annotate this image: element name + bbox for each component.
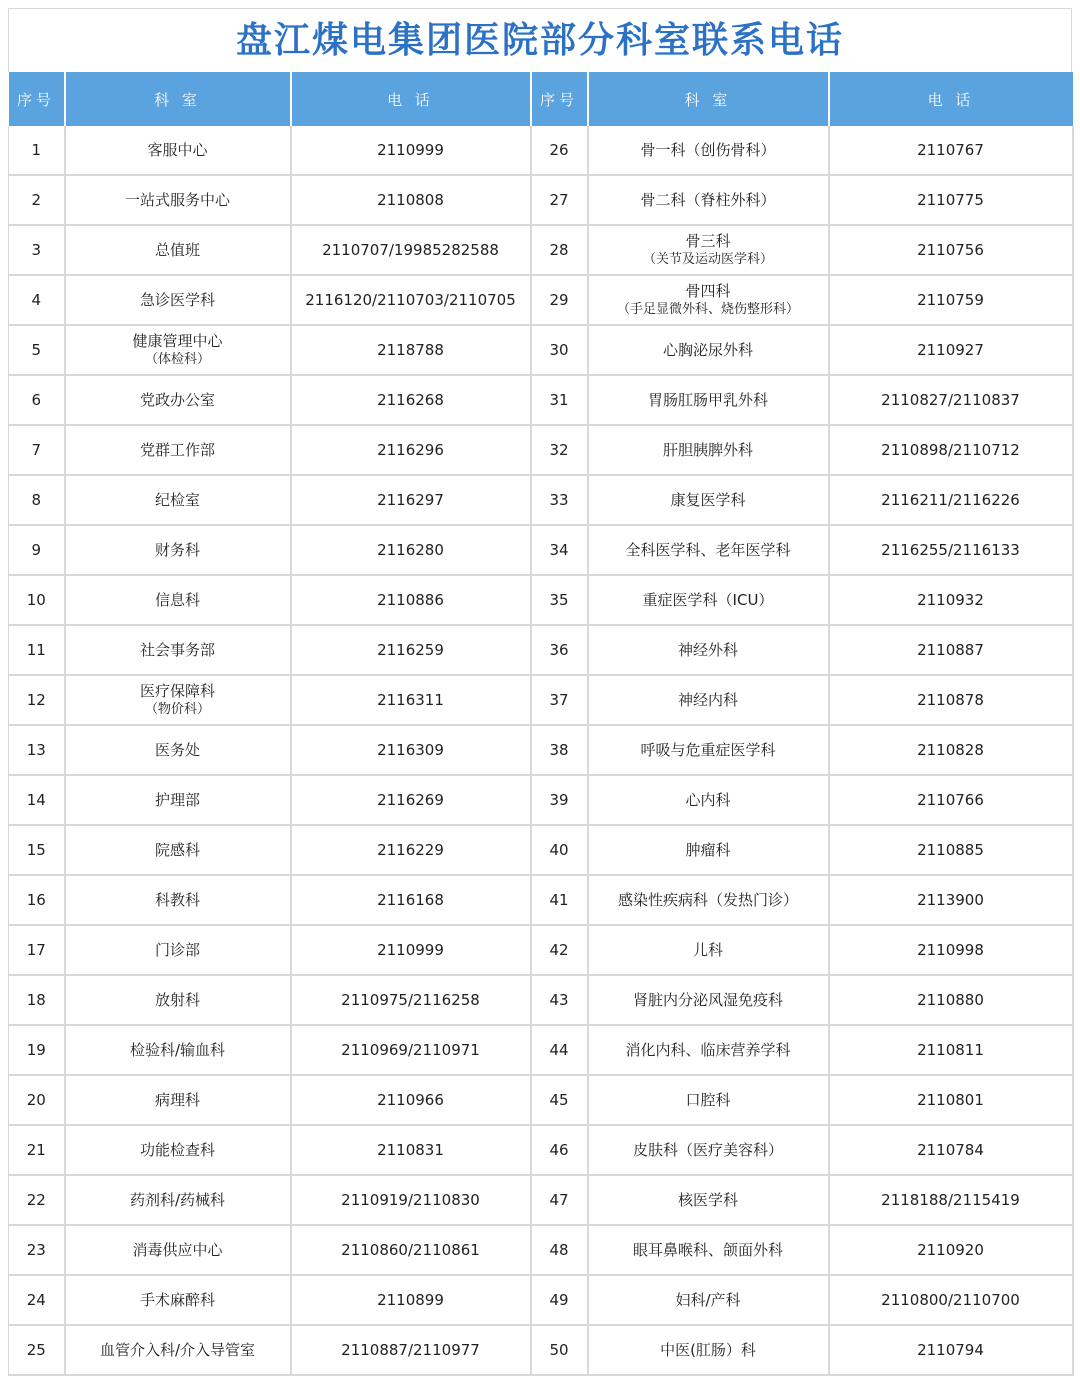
dept-right-cell: [588, 275, 829, 325]
dept-right-cell: 消化内科、临床营养学科: [588, 1025, 829, 1075]
phone-right-cell: 2110887: [829, 625, 1073, 675]
table-row: [9, 1225, 1073, 1275]
dept-right-cell: 核医学科: [588, 1175, 829, 1225]
phone-left-cell: 2110860/2110861: [291, 1225, 531, 1275]
phone-left-cell: 2116259: [291, 625, 531, 675]
seq-left-cell: 8: [9, 475, 65, 525]
seq-left-cell: 22: [9, 1175, 65, 1225]
table-row: [9, 575, 1073, 625]
seq-left-cell: 23: [9, 1225, 65, 1275]
seq-right-cell: 32: [531, 425, 588, 475]
dept-subtitle: （手足显微外科、烧伤整形科）: [616, 301, 799, 317]
seq-right-cell: 28: [531, 225, 588, 275]
phone-left-cell: 2110975/2116258: [291, 975, 531, 1025]
seq-left-cell: 6: [9, 375, 65, 425]
phone-left-cell: 2110831: [291, 1125, 531, 1175]
header-phone-left: 电 话: [291, 72, 531, 126]
dept-name: 医疗保障科: [139, 681, 215, 700]
dept-left-cell: [65, 325, 291, 375]
table-row: [9, 1275, 1073, 1325]
phone-left-cell: 2110899: [291, 1275, 531, 1325]
phone-left-cell: 2116309: [291, 725, 531, 775]
table-header-row: [9, 72, 1073, 126]
header-dept-right: 科 室: [588, 72, 829, 126]
dept-right-cell: 妇科/产科: [588, 1275, 829, 1325]
seq-left-cell: 1: [9, 126, 65, 175]
seq-right-cell: 42: [531, 925, 588, 975]
table-row: [9, 1075, 1073, 1125]
phone-right-cell: 2116255/2116133: [829, 525, 1073, 575]
seq-right-cell: 36: [531, 625, 588, 675]
phone-left-cell: 2110886: [291, 575, 531, 625]
phone-left-cell: 2110999: [291, 126, 531, 175]
phone-left-cell: 2116268: [291, 375, 531, 425]
dept-name: 健康管理中心: [132, 331, 223, 350]
phone-right-cell: 2110801: [829, 1075, 1073, 1125]
seq-left-cell: 19: [9, 1025, 65, 1075]
dept-right-cell: 儿科: [588, 925, 829, 975]
seq-left-cell: 11: [9, 625, 65, 675]
header-seq-right: 序号: [531, 72, 588, 126]
dept-left-cell: 功能检查科: [65, 1125, 291, 1175]
seq-right-cell: 43: [531, 975, 588, 1025]
seq-left-cell: 24: [9, 1275, 65, 1325]
dept-right-cell: 心胸泌尿外科: [588, 325, 829, 375]
seq-left-cell: 17: [9, 925, 65, 975]
phone-left-cell: 2116280: [291, 525, 531, 575]
phone-left-cell: 2110969/2110971: [291, 1025, 531, 1075]
seq-left-cell: 12: [9, 675, 65, 725]
dept-right-cell: [588, 225, 829, 275]
phone-left-cell: 2110707/19985282588: [291, 225, 531, 275]
seq-left-cell: 13: [9, 725, 65, 775]
contact-table: [8, 72, 1074, 1376]
dept-right-cell: 胃肠肛肠甲乳外科: [588, 375, 829, 425]
seq-right-cell: 27: [531, 175, 588, 225]
phone-right-cell: 2110800/2110700: [829, 1275, 1073, 1325]
dept-subtitle: （物价科）: [144, 701, 210, 717]
seq-right-cell: 48: [531, 1225, 588, 1275]
dept-left-cell: 放射科: [65, 975, 291, 1025]
table-row: [9, 425, 1073, 475]
seq-right-cell: 40: [531, 825, 588, 875]
phone-right-cell: 2110759: [829, 275, 1073, 325]
dept-left-cell: [65, 675, 291, 725]
dept-name: 骨三科: [685, 231, 731, 250]
seq-left-cell: 10: [9, 575, 65, 625]
phone-right-cell: 2110811: [829, 1025, 1073, 1075]
phone-left-cell: 2116297: [291, 475, 531, 525]
dept-right-cell: 全科医学科、老年医学科: [588, 525, 829, 575]
dept-left-cell: 病理科: [65, 1075, 291, 1125]
dept-left-cell: 一站式服务中心: [65, 175, 291, 225]
phone-left-cell: 2116296: [291, 425, 531, 475]
phone-right-cell: 2110880: [829, 975, 1073, 1025]
table-body: [9, 126, 1073, 1375]
phone-right-cell: 2110775: [829, 175, 1073, 225]
dept-left-cell: 检验科/输血科: [65, 1025, 291, 1075]
table-row: [9, 126, 1073, 175]
dept-left-cell: 血管介入科/介入导管室: [65, 1325, 291, 1375]
dept-left-cell: 社会事务部: [65, 625, 291, 675]
seq-right-cell: 34: [531, 525, 588, 575]
seq-right-cell: 30: [531, 325, 588, 375]
dept-right-cell: 呼吸与危重症医学科: [588, 725, 829, 775]
phone-right-cell: 2110878: [829, 675, 1073, 725]
table-row: [9, 1325, 1073, 1375]
phone-left-cell: 2110966: [291, 1075, 531, 1125]
header-dept-left: 科 室: [65, 72, 291, 126]
phone-left-cell: 2110999: [291, 925, 531, 975]
table-row: [9, 1125, 1073, 1175]
phone-right-cell: 2116211/2116226: [829, 475, 1073, 525]
seq-left-cell: 3: [9, 225, 65, 275]
phone-right-cell: 2110756: [829, 225, 1073, 275]
phone-right-cell: 2110998: [829, 925, 1073, 975]
dept-right-cell: 康复医学科: [588, 475, 829, 525]
phone-left-cell: 2116269: [291, 775, 531, 825]
table-row: [9, 625, 1073, 675]
table-row: [9, 325, 1073, 375]
phone-left-cell: 2110919/2110830: [291, 1175, 531, 1225]
dept-right-cell: 肿瘤科: [588, 825, 829, 875]
dept-right-cell: 肝胆胰脾外科: [588, 425, 829, 475]
seq-left-cell: 16: [9, 875, 65, 925]
dept-left-cell: 药剂科/药械科: [65, 1175, 291, 1225]
dept-right-cell: 感染性疾病科（发热门诊）: [588, 875, 829, 925]
seq-left-cell: 7: [9, 425, 65, 475]
dept-right-cell: 心内科: [588, 775, 829, 825]
seq-right-cell: 46: [531, 1125, 588, 1175]
phone-right-cell: 2110827/2110837: [829, 375, 1073, 425]
table-row: [9, 225, 1073, 275]
seq-right-cell: 29: [531, 275, 588, 325]
dept-left-cell: 党政办公室: [65, 375, 291, 425]
seq-left-cell: 14: [9, 775, 65, 825]
dept-name: 骨四科: [685, 281, 731, 300]
seq-left-cell: 2: [9, 175, 65, 225]
phone-left-cell: 2116311: [291, 675, 531, 725]
seq-right-cell: 26: [531, 126, 588, 175]
seq-right-cell: 37: [531, 675, 588, 725]
dept-left-cell: 党群工作部: [65, 425, 291, 475]
seq-left-cell: 21: [9, 1125, 65, 1175]
table-row: [9, 675, 1073, 725]
dept-left-cell: 手术麻醉科: [65, 1275, 291, 1325]
dept-left-cell: 医务处: [65, 725, 291, 775]
dept-left-cell: 消毒供应中心: [65, 1225, 291, 1275]
seq-left-cell: 20: [9, 1075, 65, 1125]
dept-left-cell: 院感科: [65, 825, 291, 875]
phone-right-cell: 2113900: [829, 875, 1073, 925]
table-row: [9, 975, 1073, 1025]
phone-right-cell: 2110794: [829, 1325, 1073, 1375]
dept-right-cell: 肾脏内分泌风湿免疫科: [588, 975, 829, 1025]
table-row: [9, 875, 1073, 925]
dept-left-cell: 客服中心: [65, 126, 291, 175]
phone-right-cell: 2110828: [829, 725, 1073, 775]
dept-right-cell: 眼耳鼻喉科、颌面外科: [588, 1225, 829, 1275]
phone-right-cell: 2110898/2110712: [829, 425, 1073, 475]
dept-right-cell: 骨二科（脊柱外科）: [588, 175, 829, 225]
phone-right-cell: 2110932: [829, 575, 1073, 625]
seq-right-cell: 33: [531, 475, 588, 525]
phone-left-cell: 2110808: [291, 175, 531, 225]
seq-left-cell: 5: [9, 325, 65, 375]
phone-right-cell: 2110784: [829, 1125, 1073, 1175]
seq-right-cell: 31: [531, 375, 588, 425]
table-row: [9, 375, 1073, 425]
table-row: [9, 525, 1073, 575]
phone-right-cell: 2118188/2115419: [829, 1175, 1073, 1225]
dept-right-cell: 口腔科: [588, 1075, 829, 1125]
phone-right-cell: 2110927: [829, 325, 1073, 375]
dept-subtitle: （体检科）: [144, 351, 210, 367]
header-seq-left: 序号: [9, 72, 65, 126]
phone-right-cell: 2110767: [829, 126, 1073, 175]
seq-right-cell: 38: [531, 725, 588, 775]
dept-left-cell: 科教科: [65, 875, 291, 925]
seq-right-cell: 44: [531, 1025, 588, 1075]
table-row: [9, 775, 1073, 825]
page-title: 盘江煤电集团医院部分科室联系电话: [8, 8, 1072, 72]
dept-left-cell: 门诊部: [65, 925, 291, 975]
header-phone-right: 电 话: [829, 72, 1073, 126]
dept-subtitle: （关节及运动医学科）: [642, 251, 773, 267]
dept-left-cell: 纪检室: [65, 475, 291, 525]
dept-right-cell: 神经外科: [588, 625, 829, 675]
phone-left-cell: 2116168: [291, 875, 531, 925]
dept-right-cell: 骨一科（创伤骨科）: [588, 126, 829, 175]
seq-right-cell: 49: [531, 1275, 588, 1325]
seq-right-cell: 47: [531, 1175, 588, 1225]
seq-left-cell: 25: [9, 1325, 65, 1375]
table-row: [9, 175, 1073, 225]
dept-left-cell: 财务科: [65, 525, 291, 575]
phone-left-cell: 2118788: [291, 325, 531, 375]
table-row: [9, 275, 1073, 325]
dept-left-cell: 信息科: [65, 575, 291, 625]
seq-right-cell: 45: [531, 1075, 588, 1125]
dept-left-cell: 急诊医学科: [65, 275, 291, 325]
table-row: [9, 725, 1073, 775]
table-row: [9, 925, 1073, 975]
dept-right-cell: 重症医学科（ICU）: [588, 575, 829, 625]
seq-right-cell: 41: [531, 875, 588, 925]
phone-left-cell: 2110887/2110977: [291, 1325, 531, 1375]
seq-right-cell: 39: [531, 775, 588, 825]
table-row: [9, 1175, 1073, 1225]
seq-left-cell: 15: [9, 825, 65, 875]
table-row: [9, 825, 1073, 875]
table-row: [9, 1025, 1073, 1075]
dept-right-cell: 皮肤科（医疗美容科）: [588, 1125, 829, 1175]
contact-sheet: [8, 8, 1072, 1376]
dept-right-cell: 中医(肛肠）科: [588, 1325, 829, 1375]
seq-left-cell: 4: [9, 275, 65, 325]
seq-left-cell: 9: [9, 525, 65, 575]
dept-left-cell: 护理部: [65, 775, 291, 825]
seq-right-cell: 35: [531, 575, 588, 625]
seq-right-cell: 50: [531, 1325, 588, 1375]
dept-left-cell: 总值班: [65, 225, 291, 275]
phone-left-cell: 2116229: [291, 825, 531, 875]
phone-left-cell: 2116120/2110703/2110705: [291, 275, 531, 325]
seq-left-cell: 18: [9, 975, 65, 1025]
table-row: [9, 475, 1073, 525]
phone-right-cell: 2110920: [829, 1225, 1073, 1275]
phone-right-cell: 2110766: [829, 775, 1073, 825]
phone-right-cell: 2110885: [829, 825, 1073, 875]
dept-right-cell: 神经内科: [588, 675, 829, 725]
